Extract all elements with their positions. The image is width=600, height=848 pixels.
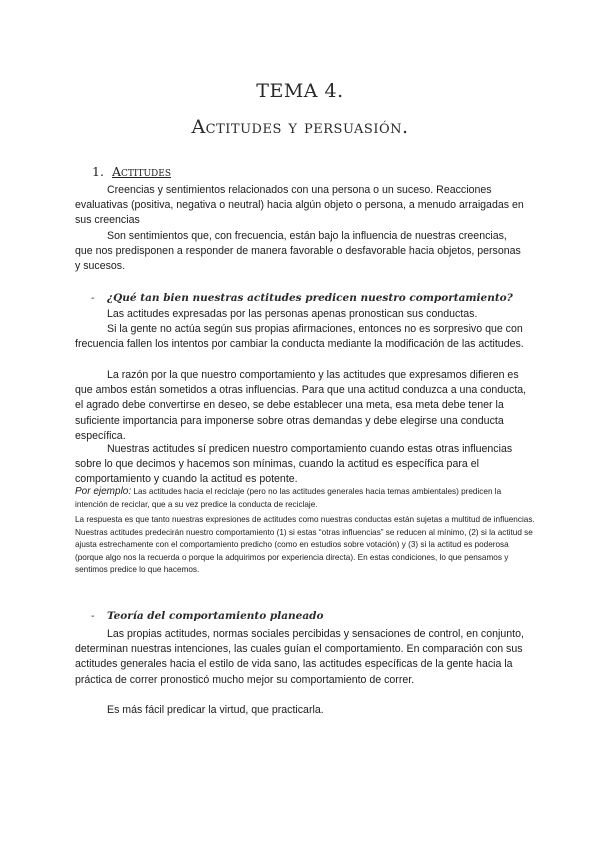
subsection-label: ¿Qué tan bien nuestras actitudes predicen nuestro comportamiento? [107, 292, 513, 304]
example-label: Por ejemplo: [75, 486, 132, 497]
section-label: Actitudes [111, 164, 171, 179]
page-title: TEMA 4. [256, 80, 344, 102]
paragraph-afirmaciones: Si la gente no actúa según sus propias afirmaciones, entonces no es sorpresivo que con frecuencia fallen los intentos por cambiar la conducta mediante la modificación de las actitudes. [75, 323, 524, 351]
paragraph-razon: La razón por la que nuestro comportamiento y las actitudes que expresamos difieren es que ambos están sometidos a otras influencias. Para que una actitud conduzca a una conducta, el agrado debe convertirse en deseo, se debe establecer una meta, esa meta debe tener la suficiente importancia para imponerse sobre otras demandas y debe elegirse una conducta específica. [75, 369, 527, 442]
example-conclusion: La respuesta es que tanto nuestras expresiones de actitudes como nuestras conductas están sujetas a multitud de influencias. Nuestras actitudes predecirán nuestro comportamiento (1) si estas “otras influencias” se reducen al mínimo, (2) si la actitud se ajusta estrechamente con el comportamiento predicho (como en estudios sobre votación) y (3) si la actitud es poderosa (porque algo nos la recuerda o porque la adquirimos por experiencia directa). En estas condiciones, lo que pensamos y sentimos predice lo que hacemos. [75, 515, 535, 575]
paragraph-definition: Creencias y sentimientos relacionados con una persona o un suceso. Reacciones evaluativas (positiva, negativa o neutral) hacia algún objeto o persona, a menudo arraigadas en sus creencias [75, 184, 524, 227]
section-heading-actitudes [92, 164, 171, 179]
paragraph-sentimientos: Son sentimientos que, con frecuencia, están bajo la influencia de nuestras creencias, que nos predisponen a responder de manera favorable o desfavorable hacia objetos, personas y sucesos. [75, 230, 521, 273]
example-block [75, 486, 535, 511]
paragraph-virtud: Es más fácil predicar la virtud, que practicarla. [107, 704, 324, 716]
paragraph-teoria: Las propias actitudes, normas sociales percibidas y sensaciones de control, en conjunto, determinan nuestras intenciones, las cuales guían el comportamiento. En comparación con sus actitudes generales hacia el estilo de vida sano, las actitudes específicas de la gente hacia la práctica de correr pronosticó mucho mejor su comportamiento de correr. [75, 628, 524, 686]
subsection-heading-prediccion [91, 292, 513, 304]
subsection-heading-teoria [91, 610, 324, 622]
example-text: Las actitudes hacia el reciclaje (pero no las actitudes generales hacia temas ambientales) predicen la intención de reciclar, que a su vez predice la conducta de reciclaje. [75, 487, 502, 509]
section-number: 1. [92, 164, 104, 179]
bullet-dash: - [91, 292, 95, 304]
bullet-dash: - [91, 610, 95, 622]
subsection-label: Teoría del comportamiento planeado [107, 610, 324, 622]
page-subtitle: Actitudes y persuasión. [191, 116, 409, 138]
paragraph-apenas-pronostican: Las actitudes expresadas por las personas apenas pronostican sus conductas. [107, 308, 478, 320]
paragraph-predicen: Nuestras actitudes sí predicen nuestro comportamiento cuando estas otras influencias sobre lo que decimos y hacemos son mínimas, cuando la actitud es específica para el comportamiento y cuando la actitud es potente. [75, 443, 513, 486]
